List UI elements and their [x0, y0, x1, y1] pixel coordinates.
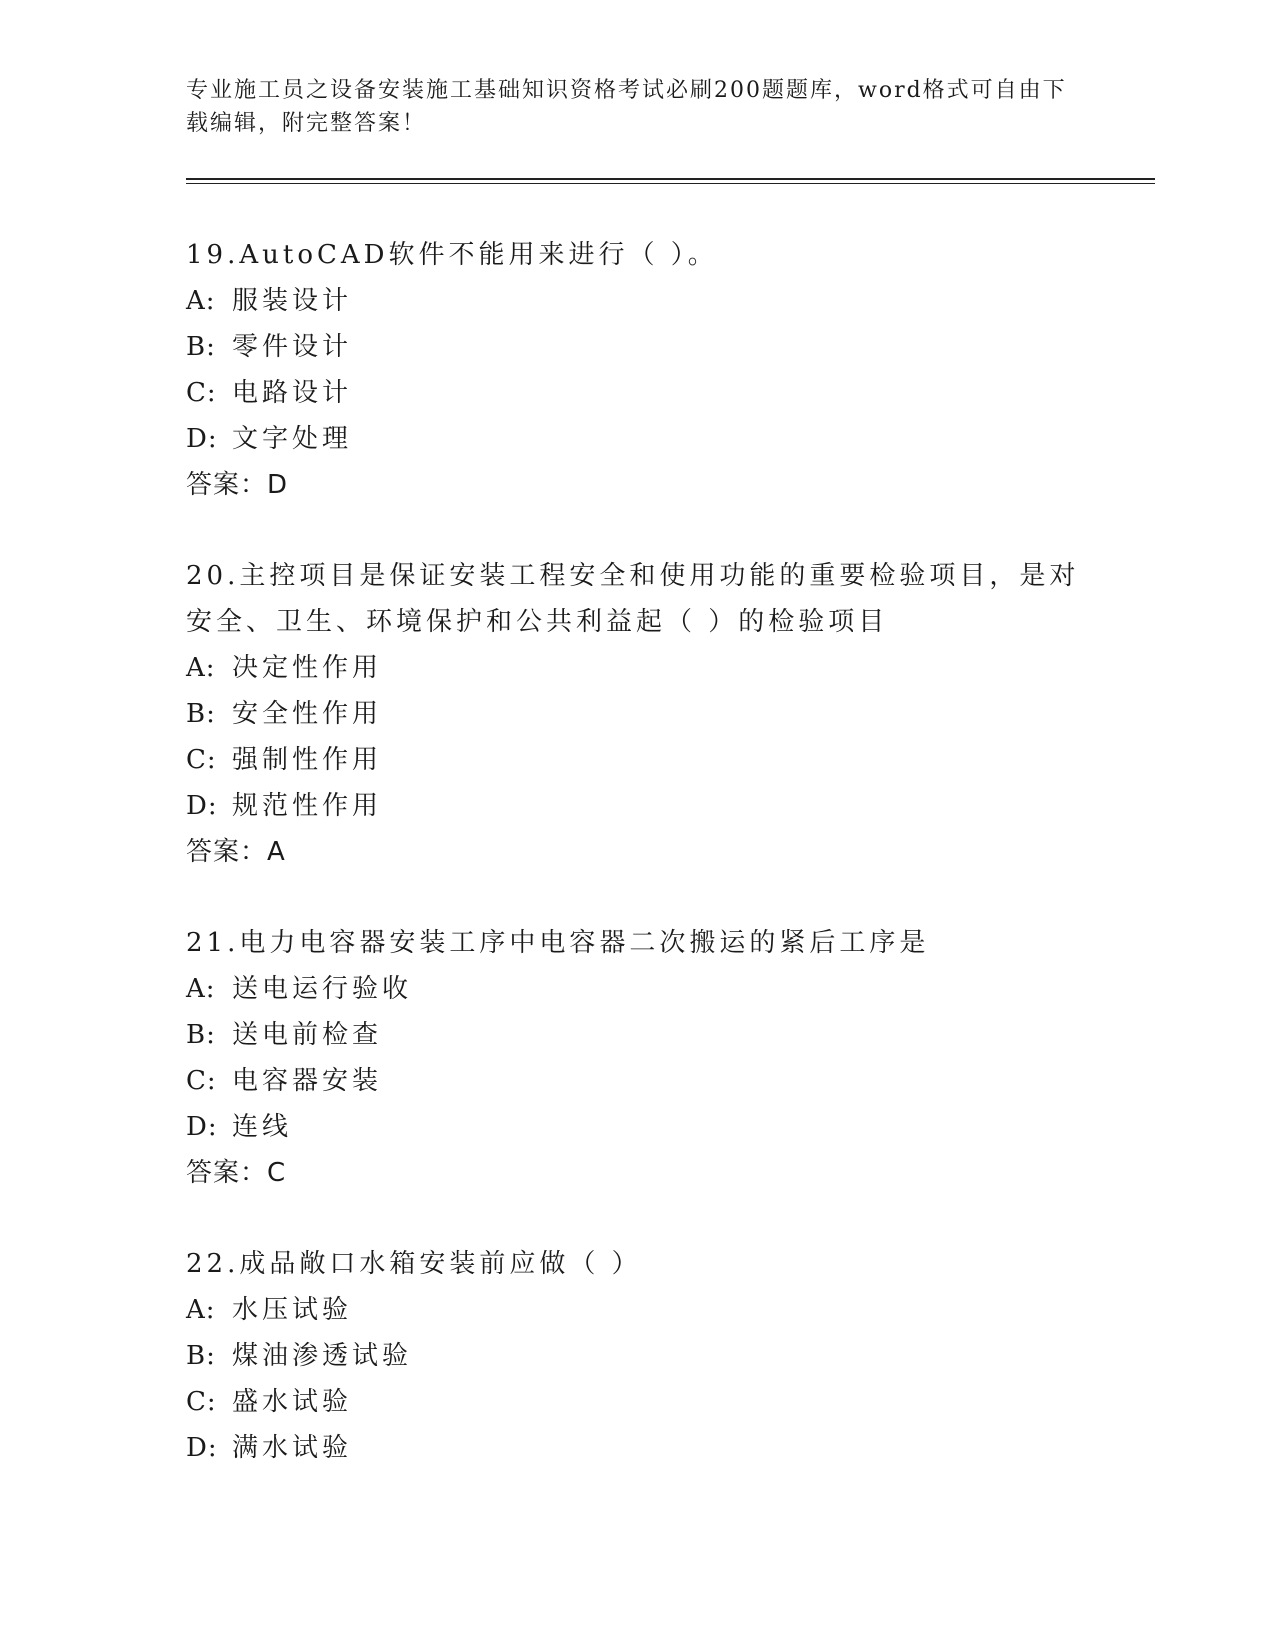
question-21 [186, 920, 1106, 1196]
option-text: 送电前检查 [232, 1020, 383, 1050]
question-19 [186, 232, 1106, 508]
option-key: A: [186, 1295, 216, 1325]
option-key: B: [186, 332, 216, 362]
question-22 [186, 1241, 1106, 1471]
option-b [186, 324, 1106, 370]
option-c [186, 737, 1106, 783]
header-rule-thin [186, 183, 1155, 184]
option-a [186, 966, 1106, 1012]
question-stem: 22.成品敞口水箱安装前应做（ ） [186, 1249, 642, 1279]
option-b [186, 1333, 1106, 1379]
option-key: C: [186, 1387, 217, 1417]
answer-line: 答案：A [186, 837, 286, 867]
option-key: A: [186, 286, 216, 316]
option-b [186, 1012, 1106, 1058]
option-text: 送电运行验收 [232, 974, 413, 1004]
option-text: 水压试验 [232, 1295, 353, 1325]
question-list [186, 232, 1106, 1516]
option-c [186, 1058, 1106, 1104]
header-rule-thick [186, 178, 1155, 180]
option-key: B: [186, 1341, 216, 1371]
option-text: 连线 [232, 1112, 293, 1142]
question-20 [186, 553, 1106, 875]
option-key: A: [186, 653, 216, 683]
option-text: 满水试验 [232, 1433, 353, 1463]
option-key: B: [186, 1020, 216, 1050]
option-key: D: [186, 1112, 218, 1142]
option-key: C: [186, 745, 217, 775]
question-stem: 21.电力电容器安装工序中电容器二次搬运的紧后工序是 [186, 928, 930, 958]
option-text: 电容器安装 [232, 1066, 383, 1096]
option-text: 零件设计 [232, 332, 353, 362]
option-a [186, 1287, 1106, 1333]
option-text: 文字处理 [232, 424, 353, 454]
option-key: C: [186, 378, 217, 408]
option-key: A: [186, 974, 216, 1004]
option-a [186, 278, 1106, 324]
answer-line: 答案：C [186, 1158, 287, 1188]
option-d [186, 1104, 1106, 1150]
option-key: B: [186, 699, 216, 729]
option-text: 盛水试验 [232, 1387, 353, 1417]
option-text: 电路设计 [232, 378, 353, 408]
option-d [186, 783, 1106, 829]
option-a [186, 645, 1106, 691]
answer-line: 答案：D [186, 470, 289, 500]
option-text: 服装设计 [232, 286, 353, 316]
option-key: D: [186, 791, 218, 821]
option-text: 规范性作用 [232, 791, 383, 821]
option-d [186, 1425, 1106, 1471]
document-header: 专业施工员之设备安装施工基础知识资格考试必刷200题题库，word格式可自由下载编辑，附完整答案！ [186, 78, 1067, 136]
option-c [186, 370, 1106, 416]
option-b [186, 691, 1106, 737]
question-stem: 19.AutoCAD软件不能用来进行（ ）。 [186, 240, 718, 270]
option-text: 安全性作用 [232, 699, 383, 729]
option-text: 决定性作用 [232, 653, 383, 683]
option-key: D: [186, 1433, 218, 1463]
option-key: D: [186, 424, 218, 454]
option-c [186, 1379, 1106, 1425]
option-text: 煤油渗透试验 [232, 1341, 413, 1371]
option-text: 强制性作用 [232, 745, 383, 775]
option-d [186, 416, 1106, 462]
option-key: C: [186, 1066, 217, 1096]
question-stem: 20.主控项目是保证安装工程安全和使用功能的重要检验项目，是对安全、卫生、环境保护和公共利益起（ ）的检验项目 [186, 561, 1080, 637]
